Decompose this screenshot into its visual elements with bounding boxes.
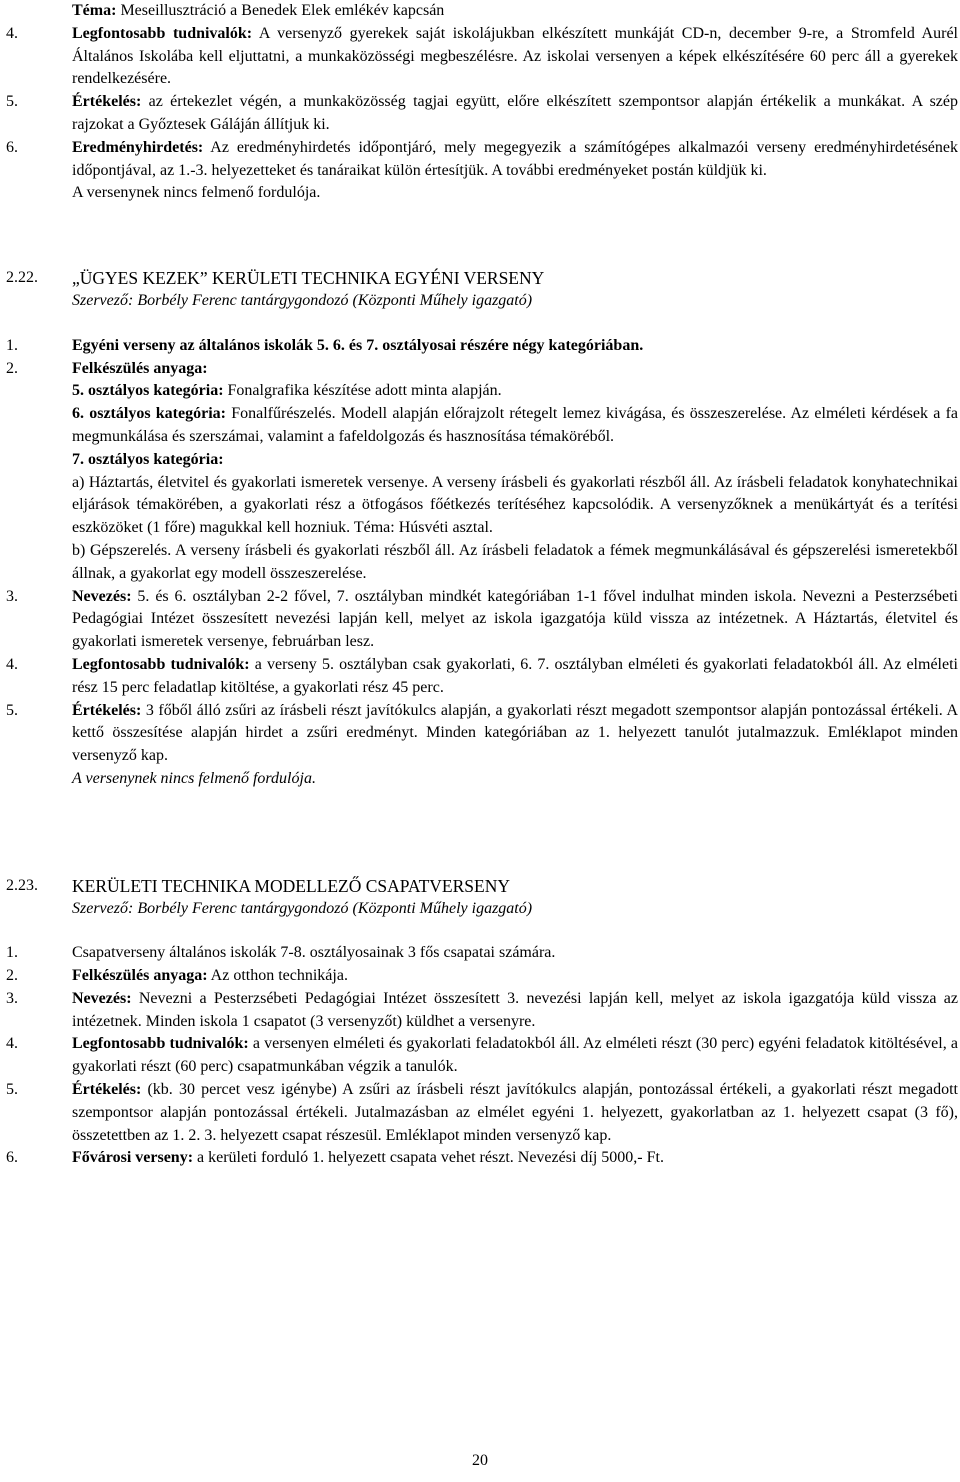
list-item: 2. Felkészülés anyaga: 5. osztályos kategória: Fonalgrafika készítése adott minta alapján. 6. osztályos kategória: Fonalfűrészelés. Modell alapján előrajzolt rétegelt lemez kivágása, és összeszerelése. Az elméleti kérdések a fa megmunkálása és szerszámai, valamint a fafeldolgozás és hasznosítása témaköréből. 7. osztályos kategória: a) Háztartás, életvitel és gyakorlati ismeretek versenye. A verseny írásbeli és gyakorlati részből áll. Az írásbeli feladatok konyhatechnikai eljárások témakörében, a gyakorlati rész a ötfogásos főétkezés terítéséhez kapcsolódik. A versenyzőknek a menükártyát és a terítési eszközöket (1 főre) magukkal kell hozniuk. Téma: Húsvéti asztal. b) Gépszerelés. A verseny írásbeli és gyakorlati részből áll. Az írásbeli feladatok a fémek megmunkálásával és gépszerelési ismeretekből állnak, a gyakorlat egy modell összeszerelése. (6, 358, 958, 586)
theme-label: Téma: (72, 2, 117, 19)
section-number: 2.22. (6, 269, 38, 287)
document-page (6, 0, 958, 1170)
category-7-label: 7. osztályos kategória: (72, 450, 224, 468)
list-item: 3. Nevezés: Nevezni a Pesterzsébeti Pedagógiai Intézet összesített 3. nevezési lapján kell, melyet az iskola igazgatója küld vissza az intézetnek. Minden iskola 1 csapatot (3 versenyzőt) küldhet a versenyre. (6, 989, 958, 1030)
item-number: 5. (6, 1081, 18, 1099)
item-number: 3. (6, 587, 18, 605)
list-item: 2. Felkészülés anyaga: Az otthon technikája. (6, 965, 958, 988)
item-number: 6. (6, 1149, 18, 1167)
section-title: „ÜGYES KEZEK” KERÜLETI TECHNIKA EGYÉNI VERSENY (72, 268, 545, 289)
list-item: 1. Egyéni verseny az általános iskolák 5. 6. és 7. osztályosai részére négy kategóriában. (6, 335, 958, 358)
list-item: 5. Értékelés: (kb. 30 percet vesz igénybe) A zsűri az írásbeli részt javítókulcs alapján, pontozással értékeli, a gyakorlati részt megadott szempontsor alapján pontozással értékeli. Jutalmazásban az elmélet egyéni 1. helyezett, gyakorlatban az 1. helyezett csapat (3 fő), összetettben az 1. 2. 3. helyezett csapat részesül. Emléklapot minden versenyző kap. (6, 1081, 958, 1144)
item-number: 1. (6, 944, 18, 962)
section-organizer: Szervező: Borbély Ferenc tantárgygondozó (Központi Műhely igazgató) (72, 291, 533, 309)
section-heading (6, 875, 958, 921)
item-number: 3. (6, 989, 18, 1007)
item-number: 5. (6, 701, 18, 719)
category-6: 6. osztályos kategória: Fonalfűrészelés. Modell alapján előrajzolt rétegelt lemez kivágása, és összeszerelése. Az elméleti kérdések a fa megmunkálása és szerszámai, valamint a fafeldolgozás és hasznosítása témaköréből. (72, 405, 959, 445)
theme-text: Meseillusztráció a Benedek Elek emlékév kapcsán (116, 2, 445, 19)
item-number: 6. (6, 138, 18, 156)
item-number: 5. (6, 93, 18, 111)
item-number: 4. (6, 24, 18, 42)
category-5: 5. osztályos kategória: Fonalgrafika készítése adott minta alapján. (72, 382, 502, 400)
list-item: 4. Legfontosabb tudnivalók: a verseny 5. osztályban csak gyakorlati, 6. 7. osztályban elméleti és gyakorlati feladatokból áll. Az elméleti rész 15 perc feladatlap kitöltése, a gyakorlati rész 45 perc. (6, 655, 958, 696)
category-7b: b) Gépszerelés. A verseny írásbeli és gyakorlati részből áll. Az írásbeli feladatok a fémek megmunkálásával és gépszerelési ismeretekből állnak, a gyakorlat egy modell összeszerelése. (72, 541, 958, 582)
no-further-round-note: A versenynek nincs felmenő fordulója. (72, 769, 316, 787)
list-item: 3. Nevezés: 5. és 6. osztályban 2-2 fővel, 7. osztályban mindkét kategóriában 1-1 fővel indulhat minden iskola. Nevezni a Pesterzsébeti Pedagógiai Intézet összesített nevezési lapján kell, melyet az iskola igazgatója küld vissza az intézetnek. A Háztartás, életvitel és gyakorlati ismeretek versenye, februárban lesz. (6, 587, 958, 651)
page-number: 20 (472, 1452, 488, 1469)
section-title: KERÜLETI TECHNIKA MODELLEZŐ CSAPATVERSENY (72, 875, 510, 896)
section-heading (6, 267, 958, 313)
no-further-round-note: A versenynek nincs felmenő fordulója. (72, 184, 321, 202)
section-number: 2.23. (6, 876, 38, 894)
list-item: 5. Értékelés: 3 főből álló zsűri az írásbeli részt javítókulcs alapján, a gyakorlati részt megadott szempontsor alapján pontozással értékeli. A kettő összesítése alapján hirdet a zsűri eredményt. Minden kategóriában az 1. helyezett tanulót jutalmazzuk. Emléklapot minden versenyző kap. A versenynek nincs felmenő fordulója. (6, 700, 958, 791)
item-number: 2. (6, 359, 18, 377)
list-item: 6. Fővárosi verseny: a kerületi forduló 1. helyezett csapata vehet részt. Nevezési díj 5000,- Ft. (6, 1147, 958, 1170)
item-number: 4. (6, 1035, 18, 1053)
list-item: 1. Csapatverseny általános iskolák 7-8. osztályosainak 3 fős csapatai számára. (6, 942, 958, 965)
item-number: 2. (6, 967, 18, 985)
section-organizer: Szervező: Borbély Ferenc tantárgygondozó (Központi Műhely igazgató) (72, 899, 533, 917)
item-number: 1. (6, 336, 18, 354)
item-number: 4. (6, 655, 18, 673)
theme-line (6, 0, 958, 23)
list-item: 4. Legfontosabb tudnivalók: a versenyen elméleti és gyakorlati feladatokból áll. Az elméleti részt (30 perc) egyéni feladatok kitöltésével, a gyakorlati részt (60 perc) csapatmunkában végzik a tanulók. (6, 1035, 959, 1076)
list-item: 5. Értékelés: az értekezlet végén, a munkaközösség tagjai együtt, előre elkészített szempontsor alapján értékelik a munkákat. A szép rajzokat a Győztesek Gáláján állítjuk ki. (6, 93, 958, 133)
category-7a: a) Háztartás, életvitel és gyakorlati ismeretek versenye. A verseny írásbeli és gyakorlati részből áll. Az írásbeli feladatok konyhatechnikai eljárások témakörében, a gyakorlati rész a ötfogásos főétkezés terítéséhez kapcsolódik. A versenyzőknek a menükártyát és a terítési eszközöket (1 főre) magukkal kell hozniuk. Téma: Húsvéti asztal. (72, 473, 958, 537)
list-item: 6. Eredményhirdetés: Az eredményhirdetés időpontjáró, mely megegyezik a számítógépes alkalmazói verseny eredményhirdetésének időpontjával, az 1.-3. helyezetteket és tanáraikat külön értesítjük. A további eredményeket postán küldjük ki. A versenynek nincs felmenő fordulója. (6, 137, 958, 205)
list-item: 4. Legfontosabb tudnivalók: A versenyző gyerekek saját iskolájukban elkészített munkáját CD-n, december 9-re, a Stromfeld Aurél Általános Iskolába kell eljuttatni, a munkaközösségi megbeszélésre. Az iskolai versenyen a képek elkészítésére 60 perc áll a gyerekek rendelkezésére. (6, 24, 958, 88)
